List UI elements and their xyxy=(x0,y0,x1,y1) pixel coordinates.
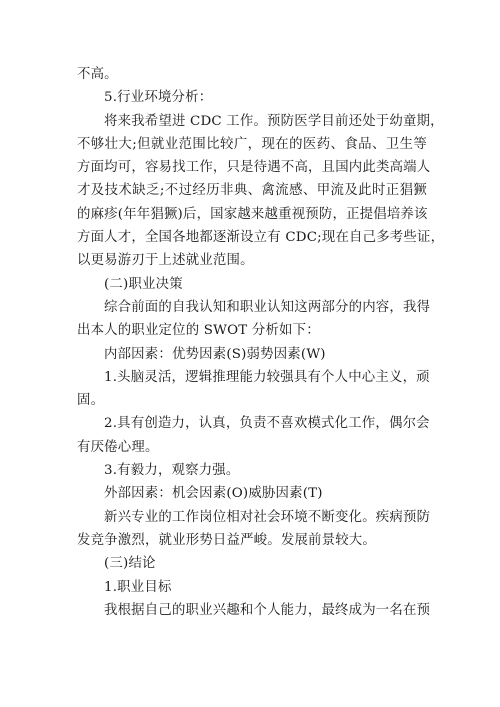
text-line: 外部因素：机会因素(O)威胁因素(T) xyxy=(104,486,323,502)
subsection-heading-career-goal: 1.职业目标 xyxy=(104,579,172,595)
text-line: 发竞争激烈，就业形势日益严峻。发展前景较大。 xyxy=(77,532,376,548)
text-line: 有厌倦心理。 xyxy=(77,439,159,455)
text-line: 的麻疹(年年猖獗)后，国家越来越重视预防，正提倡培养该 xyxy=(77,206,428,222)
text-line: 才及技术缺乏;不过经历非典、禽流感、甲流及此时正猖獗 xyxy=(77,183,427,199)
section-heading-industry-analysis: 5.行业环境分析： xyxy=(104,90,213,106)
text-line: 3.有毅力，观察力强。 xyxy=(104,463,240,479)
text-line: 综合前面的自我认知和职业认知这两部分的内容，我得 xyxy=(104,299,431,315)
text-line: 不够壮大;但就业范围比较广，现在的医药、食品、卫生等 xyxy=(77,136,427,152)
text-line: 以更易游刃于上述就业范围。 xyxy=(77,253,254,269)
document-body xyxy=(77,63,445,622)
text-line: 将来我希望进 CDC 工作。预防医学目前还处于幼童期， xyxy=(104,113,444,129)
text-line: 方面均可，容易找工作，只是待遇不高，且国内此类高端人 xyxy=(77,160,431,176)
text-line: 1.头脑灵活，逻辑推理能力较强具有个人中心主义，顽 xyxy=(104,369,430,385)
section-heading-career-decision: (二)职业决策 xyxy=(104,276,183,292)
text-line: 2.具有创造力，认真，负责不喜欢模式化工作，偶尔会 xyxy=(104,416,430,432)
text-line: 内部因素：优势因素(S)弱势因素(W) xyxy=(104,346,326,362)
text-line: 固。 xyxy=(77,393,105,409)
text-line: 出本人的职业定位的 SWOT 分析如下： xyxy=(77,323,320,339)
text-line: 新兴专业的工作岗位相对社会环境不断变化。疾病预防 xyxy=(104,509,431,525)
text-line: 方面人才，全国各地都逐渐设立有 CDC;现在自己多考些证， xyxy=(77,230,445,246)
text-line: 不高。 xyxy=(77,67,118,82)
section-heading-conclusion: (三)结论 xyxy=(104,556,156,572)
text-line: 我根据自己的职业兴趣和个人能力，最终成为一名在预 xyxy=(104,602,431,618)
